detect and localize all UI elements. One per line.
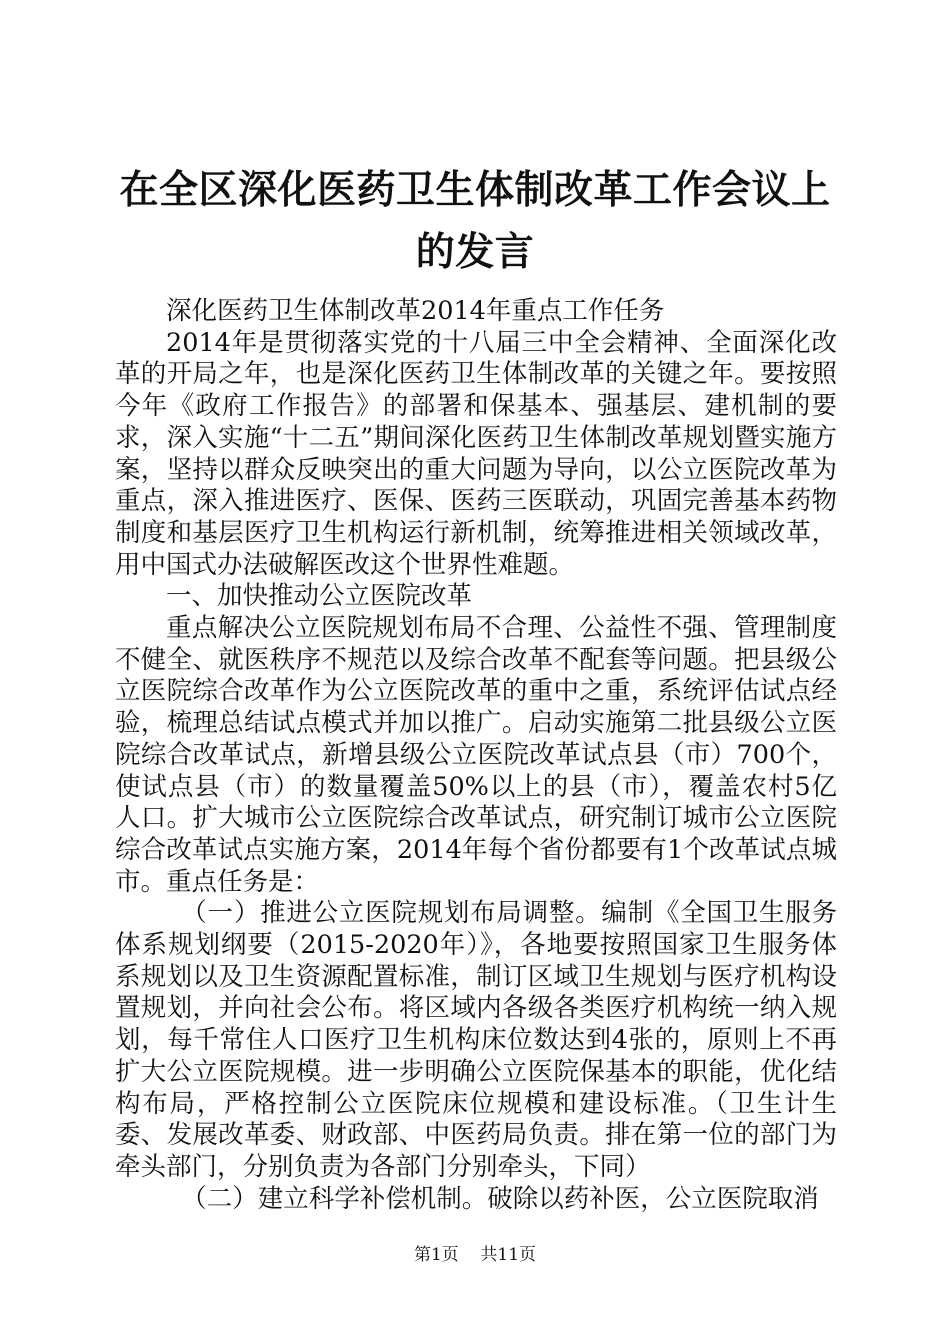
page-number: 第1页 — [413, 1245, 459, 1265]
intro-paragraph: 2014年是贯彻落实党的十八届三中全会精神、全面深化改革的开局之年，也是深化医药卫生体制改革的关键之年。要按照今年《政府工作报告》的部署和保基本、强基层、建机制的要求，深入实施“十二五”期间深化医药卫生体制改革规划暨实施方案，坚持以群众反映突出的重大问题为导向，以公立医院改革为重点，深入推进医疗、医保、医药三医联动，巩固完善基本药物制度和基层医疗卫生机构运行新机制，统筹推进相关领域改革，用中国式办法破解医改这个世界性难题。 — [115, 327, 837, 580]
page-total: 共11页 — [480, 1245, 537, 1265]
document-body — [115, 296, 837, 1215]
page-footer — [0, 1244, 950, 1266]
section-paragraph: 重点解决公立医院规划布局不合理、公益性不强、管理制度不健全、就医秩序不规范以及综合改革不配套等问题。把县级公立医院综合改革作为公立医院改革的重中之重，系统评估试点经验，梳理总结试点模式并加以推广。启动实施第二批县级公立医院综合改革试点，新增县级公立医院改革试点县（市）700个，使试点县（市）的数量覆盖50%以上的县（市），覆盖农村5亿人口。扩大城市公立医院综合改革试点，研究制订城市公立医院综合改革试点实施方案，2014年每个省份都要有1个改革试点城市。重点任务是： — [115, 613, 837, 897]
document-title: 在全区深化医药卫生体制改革工作会议上的发言 — [119, 168, 831, 275]
subtitle-paragraph: 深化医药卫生体制改革2014年重点工作任务 — [166, 296, 665, 326]
subsection-paragraph-1: （一）推进公立医院规划布局调整。编制《全国卫生服务体系规划纲要（2015-2020年）》，各地要按照国家卫生服务体系规划以及卫生资源配置标准，制订区域卫生规划与医疗机构设置规划，并向社会公布。将区域内各级各类医疗机构统一纳入规划，每千常住人口医疗卫生机构床位数达到4张的，原则上不再扩大公立医院规模。进一步明确公立医院保基本的职能，优化结构布局，严格控制公立医院床位规模和建设标准。（卫生计生委、发展改革委、财政部、中医药局负责。排在第一位的部门为牵头部门，分别负责为各部门分别牵头，下同） — [115, 898, 837, 1182]
subsection-paragraph-2: （二）建立科学补偿机制。破除以药补医，公立医院取消 — [181, 1183, 819, 1214]
section-heading: 一、加快推动公立医院改革 — [166, 581, 473, 612]
